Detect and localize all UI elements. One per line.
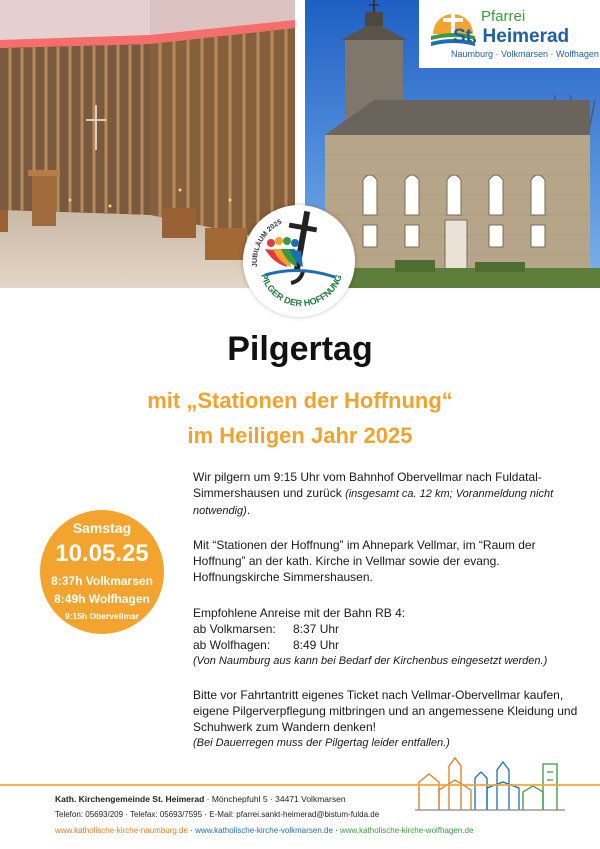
jubilee-bottom-text: PILGER DER HOFFNUNG — [258, 272, 344, 309]
paragraph-route — [193, 469, 583, 519]
badge-time-wolfhagen: 8:49h Wolfhagen — [54, 592, 150, 606]
link-wolfhagen[interactable]: www.katholische-kirche-wolfhagen.de — [340, 826, 474, 835]
badge-date: 10.05.25 — [55, 540, 149, 567]
footer-street: · Mönchepfuhl 5 · 34471 Volkmarsen — [204, 794, 346, 804]
parish-logo — [419, 0, 600, 68]
footer-org: Kath. Kirchengemeinde St. Heimerad — [55, 794, 205, 804]
parish-logo-line1: Pfarrei — [481, 8, 526, 25]
footer-contact: Telefon: 05693/209 · Telefax: 05693/7595 · E-Mail: pfarrei.sankt-heimerad@bistum-fulda.de — [55, 810, 380, 819]
paragraph-stations: Mit “Stationen der Hoffnung” im Ahnepark Vellmar, im “Raum der Hoffnung” an der kath. Kirche in Vellmar sowie der evang. Hoffnungskirche Simmershausen. — [193, 538, 536, 584]
paragraph-travel — [193, 605, 583, 669]
footer-links — [55, 826, 473, 835]
jubilee-top-text: JUBILÄUM 2025 — [251, 218, 284, 268]
badge-day: Samstag — [72, 520, 132, 536]
travel-row-wolfhagen — [193, 637, 583, 653]
subtitle-line2: im Heiligen Jahr 2025 — [187, 423, 413, 448]
route-note: (insgesamt ca. 12 km; Voranmeldung nicht notwendig) — [193, 488, 554, 517]
travel-row-label: ab Volkmarsen: — [193, 622, 276, 636]
pilgrims-icon — [265, 237, 303, 267]
route-text: Wir pilgern um 9:15 Uhr vom Bahnhof Obervellmar nach Fuldatal-Simmershausen und zurück — [193, 470, 542, 500]
instructions-note: (Bei Dauerregen muss der Pilgertag leider entfallen.) — [193, 737, 450, 749]
badge-time-volkmarsen: 8:37h Volkmarsen — [51, 574, 153, 588]
link-separator: · — [332, 826, 340, 835]
page-title: Pilgertag — [227, 330, 373, 368]
travel-intro: Empfohlene Anreise mit der Bahn RB 4: — [193, 606, 406, 620]
badge-time-obervellmar: 9:15h Obervellmar — [64, 611, 140, 621]
link-volkmarsen[interactable]: www.katholische-kirche-volkmarsen.de — [195, 826, 333, 835]
travel-row-volkmarsen — [193, 621, 583, 637]
link-separator: · — [187, 826, 196, 835]
parish-logo-line2: St. Heimerad — [453, 26, 570, 47]
instructions-text: Bitte vor Fahrtantritt eigenes Ticket nach Vellmar-Obervellmar kaufen, eigene Pilgerverpflegung mitbringen und an angemessene Kleidung und Schuhwerk zum Wandern denken! — [193, 688, 578, 734]
travel-row-label: ab Wolfhagen: — [193, 638, 271, 652]
link-naumburg[interactable]: www.katholische-kirche-naumburg.de — [55, 826, 188, 835]
travel-note: (Von Naumburg aus kann bei Bedarf der Kirchenbus eingesetzt werden.) — [193, 655, 548, 667]
route-end: . — [246, 503, 251, 517]
travel-row-time: 8:49 Uhr — [293, 638, 340, 652]
paragraph-instructions — [193, 687, 583, 751]
footer-divider — [0, 784, 600, 786]
parish-logo-places: Naumburg · Volkmarsen · Wolfhagen — [451, 49, 599, 59]
subtitle-line1: mit „Stationen der Hoffnung“ — [147, 388, 453, 413]
footer-address — [55, 794, 346, 804]
jubilee-2025-logo — [243, 205, 355, 317]
church-skyline-drawing — [415, 752, 565, 812]
date-badge — [40, 510, 164, 634]
travel-row-time: 8:37 Uhr — [293, 622, 340, 636]
